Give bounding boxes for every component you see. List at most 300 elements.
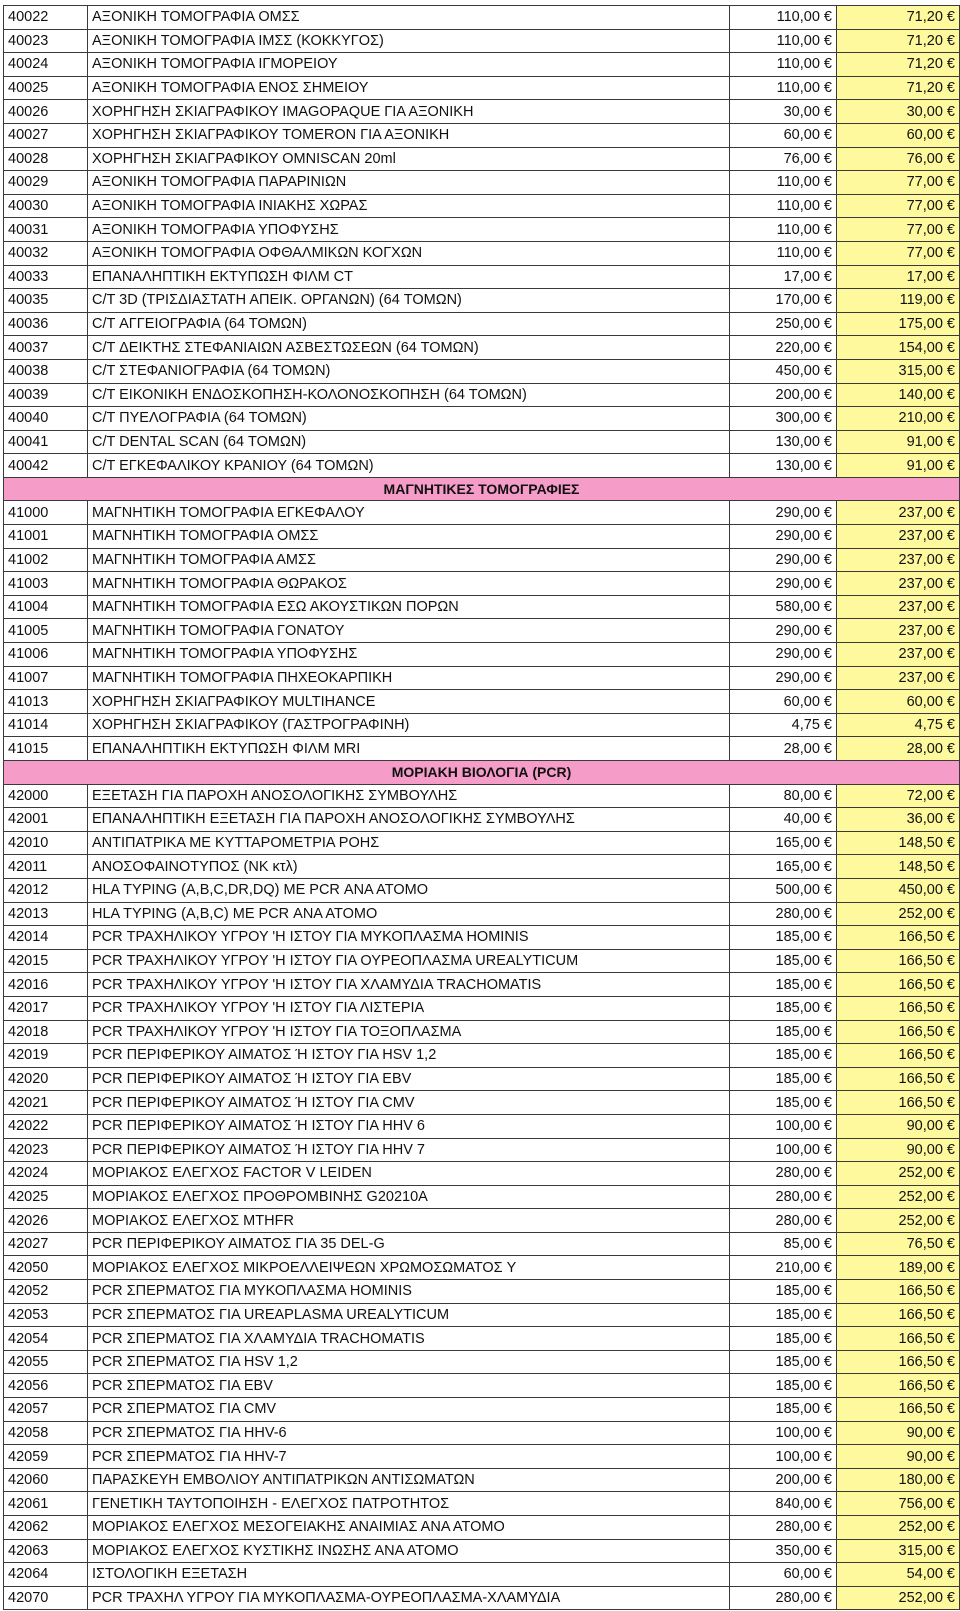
discount-price-cell: 237,00 € [837,525,960,549]
list-price-cell: 290,00 € [730,619,837,643]
table-row [4,1232,960,1256]
table-row [4,1563,960,1587]
exam-code-cell: 42052 [4,1280,88,1304]
exam-description-cell: C/T DENTAL SCAN (64 ΤΟΜΩΝ) [88,430,730,454]
list-price-cell: 80,00 € [730,784,837,808]
exam-code-cell: 42063 [4,1539,88,1563]
exam-code-cell: 42001 [4,808,88,832]
price-list-body [4,6,960,1610]
list-price-cell: 185,00 € [730,1067,837,1091]
discount-price-cell: 166,50 € [837,949,960,973]
discount-price-cell: 252,00 € [837,1162,960,1186]
list-price-cell: 110,00 € [730,29,837,53]
table-row [4,1374,960,1398]
exam-description-cell: C/T ΑΓΓΕΙΟΓΡΑΦΙΑ (64 ΤΟΜΩΝ) [88,312,730,336]
exam-code-cell: 42020 [4,1067,88,1091]
table-row [4,1185,960,1209]
exam-description-cell: PCR ΤΡΑΧΗΛΙΚΟΥ ΥΓΡΟΥ 'Η ΙΣΤΟΥ ΓΙΑ ΟΥΡΕΟΠΛΑΣΜΑ UREALYTICUM [88,949,730,973]
exam-code-cell: 42053 [4,1303,88,1327]
exam-description-cell: PCR ΤΡΑΧΗΛ ΥΓΡΟΥ ΓΙΑ ΜΥΚΟΠΛΑΣΜΑ-ΟΥΡΕΟΠΛΑΣΜΑ-ΧΛΑΜΥΔΙΑ [88,1586,730,1610]
discount-price-cell: 60,00 € [837,123,960,147]
exam-code-cell: 41000 [4,501,88,525]
list-price-cell: 110,00 € [730,76,837,100]
exam-description-cell: ΑΞΟΝΙΚΗ ΤΟΜΟΓΡΑΦΙΑ ΙΓΜΟΡΕΙΟΥ [88,53,730,77]
table-row [4,1044,960,1068]
discount-price-cell: 166,50 € [837,1327,960,1351]
discount-price-cell: 237,00 € [837,501,960,525]
list-price-cell: 840,00 € [730,1492,837,1516]
table-row [4,643,960,667]
exam-description-cell: ΕΞΕΤΑΣΗ ΓΙΑ ΠΑΡΟΧΗ ΑΝΟΣΟΛΟΓΙΚΗΣ ΣΥΜΒΟΥΛΗΣ [88,784,730,808]
table-row [4,1492,960,1516]
exam-code-cell: 42058 [4,1421,88,1445]
table-row [4,1586,960,1610]
exam-description-cell: ΑΞΟΝΙΚΗ ΤΟΜΟΓΡΑΦΙΑ ΙΝΙΑΚΗΣ ΧΩΡΑΣ [88,194,730,218]
discount-price-cell: 77,00 € [837,171,960,195]
exam-code-cell: 42018 [4,1020,88,1044]
discount-price-cell: 71,20 € [837,6,960,30]
exam-description-cell: ΑΝΟΣΟΦΑΙΝΟΤΥΠΟΣ (NK κτλ) [88,855,730,879]
discount-price-cell: 237,00 € [837,619,960,643]
exam-code-cell: 40025 [4,76,88,100]
exam-code-cell: 42016 [4,973,88,997]
list-price-cell: 280,00 € [730,1516,837,1540]
exam-description-cell: ΧΟΡΗΓΗΣΗ ΣΚΙΑΓΡΑΦΙΚΟΥ IMAGOPAQUE ΓΙΑ ΑΞΟΝΙΚΗ [88,100,730,124]
table-row [4,1091,960,1115]
exam-code-cell: 41002 [4,548,88,572]
table-row [4,241,960,265]
list-price-cell: 185,00 € [730,1020,837,1044]
discount-price-cell: 90,00 € [837,1421,960,1445]
discount-price-cell: 237,00 € [837,595,960,619]
exam-description-cell: PCR ΠΕΡΙΦΕΡΙΚΟΥ ΑΙΜΑΤΟΣ Ή ΙΣΤΟΥ ΓΙΑ HSV 1,2 [88,1044,730,1068]
exam-code-cell: 40039 [4,383,88,407]
list-price-cell: 210,00 € [730,1256,837,1280]
list-price-cell: 85,00 € [730,1232,837,1256]
list-price-cell: 185,00 € [730,949,837,973]
exam-description-cell: C/T ΣΤΕΦΑΝΙΟΓΡΑΦΙΑ (64 ΤΟΜΩΝ) [88,359,730,383]
table-row [4,100,960,124]
exam-description-cell: ΑΞΟΝΙΚΗ ΤΟΜΟΓΡΑΦΙΑ ΟΜΣΣ [88,6,730,30]
table-row [4,973,960,997]
list-price-cell: 130,00 € [730,430,837,454]
table-row [4,784,960,808]
exam-code-cell: 40030 [4,194,88,218]
list-price-cell: 110,00 € [730,6,837,30]
table-row [4,407,960,431]
exam-description-cell: HLA TYPING (A,B,C,DR,DQ) ΜΕ PCR ΑΝΑ ΑΤΟΜΟ [88,878,730,902]
discount-price-cell: 60,00 € [837,690,960,714]
discount-price-cell: 166,50 € [837,1091,960,1115]
list-price-cell: 76,00 € [730,147,837,171]
exam-code-cell: 42060 [4,1468,88,1492]
discount-price-cell: 30,00 € [837,100,960,124]
list-price-cell: 280,00 € [730,1209,837,1233]
list-price-cell: 185,00 € [730,1303,837,1327]
exam-description-cell: PCR ΣΠΕΡΜΑΤΟΣ ΓΙΑ ΧΛΑΜΥΔΙΑ TRACHOMATIS [88,1327,730,1351]
list-price-cell: 110,00 € [730,241,837,265]
exam-code-cell: 42019 [4,1044,88,1068]
list-price-cell: 185,00 € [730,1350,837,1374]
table-row [4,525,960,549]
exam-description-cell: PCR ΤΡΑΧΗΛΙΚΟΥ ΥΓΡΟΥ 'Η ΙΣΤΟΥ ΓΙΑ ΜΥΚΟΠΛΑΣΜΑ HOMINIS [88,926,730,950]
exam-description-cell: ΜΟΡΙΑΚΟΣ ΕΛΕΓΧΟΣ FACTOR V LEIDEN [88,1162,730,1186]
discount-price-cell: 72,00 € [837,784,960,808]
exam-code-cell: 42012 [4,878,88,902]
exam-code-cell: 41013 [4,690,88,714]
discount-price-cell: 252,00 € [837,1185,960,1209]
discount-price-cell: 76,50 € [837,1232,960,1256]
exam-description-cell: ΜΑΓΝΗΤΙΚΗ ΤΟΜΟΓΡΑΦΙΑ ΥΠΟΦΥΣΗΣ [88,643,730,667]
exam-description-cell: PCR ΣΠΕΡΜΑΤΟΣ ΓΙΑ ΜΥΚΟΠΛΑΣΜΑ HOMINIS [88,1280,730,1304]
exam-code-cell: 41001 [4,525,88,549]
exam-code-cell: 40026 [4,100,88,124]
exam-description-cell: ΑΞΟΝΙΚΗ ΤΟΜΟΓΡΑΦΙΑ ΥΠΟΦΥΣΗΣ [88,218,730,242]
discount-price-cell: 210,00 € [837,407,960,431]
exam-code-cell: 40022 [4,6,88,30]
list-price-cell: 280,00 € [730,1586,837,1610]
list-price-cell: 100,00 € [730,1445,837,1469]
list-price-cell: 300,00 € [730,407,837,431]
discount-price-cell: 237,00 € [837,666,960,690]
discount-price-cell: 189,00 € [837,1256,960,1280]
exam-code-cell: 42024 [4,1162,88,1186]
list-price-cell: 110,00 € [730,171,837,195]
list-price-cell: 17,00 € [730,265,837,289]
table-row [4,1162,960,1186]
discount-price-cell: 54,00 € [837,1563,960,1587]
list-price-cell: 165,00 € [730,831,837,855]
discount-price-cell: 237,00 € [837,643,960,667]
exam-description-cell: ΧΟΡΗΓΗΣΗ ΣΚΙΑΓΡΑΦΙΚΟΥ OMNISCAN 20ml [88,147,730,171]
exam-description-cell: PCR ΠΕΡΙΦΕΡΙΚΟΥ ΑΙΜΑΤΟΣ Ή ΙΣΤΟΥ ΓΙΑ HHV 6 [88,1114,730,1138]
table-row [4,6,960,30]
exam-code-cell: 40024 [4,53,88,77]
exam-description-cell: PCR ΣΠΕΡΜΑΤΟΣ ΓΙΑ HSV 1,2 [88,1350,730,1374]
list-price-cell: 185,00 € [730,1398,837,1422]
exam-code-cell: 42021 [4,1091,88,1115]
exam-description-cell: ΧΟΡΗΓΗΣΗ ΣΚΙΑΓΡΑΦΙΚΟΥ TOMERON ΓΙΑ ΑΞΟΝΙΚΗ [88,123,730,147]
discount-price-cell: 28,00 € [837,737,960,761]
discount-price-cell: 148,50 € [837,831,960,855]
discount-price-cell: 71,20 € [837,76,960,100]
exam-description-cell: PCR ΣΠΕΡΜΑΤΟΣ ΓΙΑ EBV [88,1374,730,1398]
exam-description-cell: ΑΞΟΝΙΚΗ ΤΟΜΟΓΡΑΦΙΑ ΙΜΣΣ (ΚΟΚΚΥΓΟΣ) [88,29,730,53]
table-row [4,619,960,643]
exam-code-cell: 42059 [4,1445,88,1469]
discount-price-cell: 36,00 € [837,808,960,832]
table-row [4,359,960,383]
list-price-cell: 290,00 € [730,666,837,690]
list-price-cell: 100,00 € [730,1421,837,1445]
list-price-cell: 30,00 € [730,100,837,124]
discount-price-cell: 71,20 € [837,29,960,53]
exam-description-cell: ΜΟΡΙΑΚΟΣ ΕΛΕΓΧΟΣ ΠΡΟΘΡΟΜΒΙΝΗΣ G20210A [88,1185,730,1209]
exam-code-cell: 42023 [4,1138,88,1162]
list-price-cell: 165,00 € [730,855,837,879]
exam-description-cell: C/T ΔΕΙΚΤΗΣ ΣΤΕΦΑΝΙΑΙΩΝ ΑΣΒΕΣΤΩΣΕΩΝ (64 ΤΟΜΩΝ) [88,336,730,360]
section-title: ΜΑΓΝΗΤΙΚΕΣ ΤΟΜΟΓΡΑΦΙΕΣ [4,477,960,501]
list-price-cell: 185,00 € [730,1044,837,1068]
list-price-cell: 130,00 € [730,454,837,478]
table-row [4,1256,960,1280]
exam-code-cell: 42025 [4,1185,88,1209]
table-row [4,454,960,478]
table-row [4,1445,960,1469]
exam-code-cell: 42062 [4,1516,88,1540]
discount-price-cell: 450,00 € [837,878,960,902]
discount-price-cell: 4,75 € [837,713,960,737]
list-price-cell: 200,00 € [730,383,837,407]
list-price-cell: 185,00 € [730,926,837,950]
table-row [4,501,960,525]
exam-code-cell: 42017 [4,996,88,1020]
discount-price-cell: 166,50 € [837,996,960,1020]
list-price-cell: 185,00 € [730,1280,837,1304]
discount-price-cell: 252,00 € [837,1516,960,1540]
exam-code-cell: 42026 [4,1209,88,1233]
discount-price-cell: 91,00 € [837,430,960,454]
list-price-cell: 350,00 € [730,1539,837,1563]
discount-price-cell: 17,00 € [837,265,960,289]
table-row [4,336,960,360]
table-row [4,1350,960,1374]
exam-description-cell: PCR ΤΡΑΧΗΛΙΚΟΥ ΥΓΡΟΥ 'Η ΙΣΤΟΥ ΓΙΑ ΤΟΞΟΠΛΑΣΜΑ [88,1020,730,1044]
exam-description-cell: PCR ΣΠΕΡΜΑΤΟΣ ΓΙΑ HHV-7 [88,1445,730,1469]
list-price-cell: 290,00 € [730,643,837,667]
discount-price-cell: 140,00 € [837,383,960,407]
section-header-row [4,477,960,501]
exam-description-cell: PCR ΠΕΡΙΦΕΡΙΚΟΥ ΑΙΜΑΤΟΣ Ή ΙΣΤΟΥ ΓΙΑ CMV [88,1091,730,1115]
list-price-cell: 4,75 € [730,713,837,737]
exam-code-cell: 42050 [4,1256,88,1280]
exam-code-cell: 40041 [4,430,88,454]
exam-code-cell: 42000 [4,784,88,808]
table-row [4,878,960,902]
table-row [4,737,960,761]
exam-description-cell: ΕΠΑΝΑΛΗΠΤΙΚΗ ΕΚΤΥΠΩΣΗ ΦΙΛΜ CT [88,265,730,289]
exam-code-cell: 42055 [4,1350,88,1374]
exam-description-cell: PCR ΠΕΡΙΦΕΡΙΚΟΥ ΑΙΜΑΤΟΣ Ή ΙΣΤΟΥ ΓΙΑ EBV [88,1067,730,1091]
list-price-cell: 280,00 € [730,902,837,926]
list-price-cell: 110,00 € [730,218,837,242]
table-row [4,265,960,289]
exam-code-cell: 40023 [4,29,88,53]
discount-price-cell: 315,00 € [837,359,960,383]
discount-price-cell: 175,00 € [837,312,960,336]
exam-description-cell: ΑΞΟΝΙΚΗ ΤΟΜΟΓΡΑΦΙΑ ΠΑΡΑΡΙΝΙΩΝ [88,171,730,195]
exam-code-cell: 41007 [4,666,88,690]
discount-price-cell: 90,00 € [837,1114,960,1138]
list-price-cell: 185,00 € [730,973,837,997]
table-row [4,76,960,100]
exam-description-cell: ΧΟΡΗΓΗΣΗ ΣΚΙΑΓΡΑΦΙΚΟΥ MULTIHANCE [88,690,730,714]
exam-code-cell: 42056 [4,1374,88,1398]
table-row [4,123,960,147]
table-row [4,1398,960,1422]
list-price-cell: 200,00 € [730,1468,837,1492]
list-price-cell: 290,00 € [730,525,837,549]
section-header-row [4,761,960,785]
table-row [4,1539,960,1563]
list-price-cell: 60,00 € [730,690,837,714]
list-price-cell: 500,00 € [730,878,837,902]
list-price-cell: 100,00 € [730,1138,837,1162]
exam-code-cell: 40035 [4,289,88,313]
list-price-cell: 280,00 € [730,1162,837,1186]
discount-price-cell: 77,00 € [837,241,960,265]
discount-price-cell: 315,00 € [837,1539,960,1563]
table-row [4,312,960,336]
exam-description-cell: PCR ΣΠΕΡΜΑΤΟΣ ΓΙΑ CMV [88,1398,730,1422]
exam-code-cell: 42015 [4,949,88,973]
exam-description-cell: ΧΟΡΗΓΗΣΗ ΣΚΙΑΓΡΑΦΙΚΟΥ (ΓΑΣΤΡΟΓΡΑΦΙΝΗ) [88,713,730,737]
table-row [4,53,960,77]
exam-code-cell: 41015 [4,737,88,761]
discount-price-cell: 148,50 € [837,855,960,879]
discount-price-cell: 252,00 € [837,1209,960,1233]
list-price-cell: 185,00 € [730,1327,837,1351]
section-title: ΜΟΡΙΑΚΗ ΒΙΟΛΟΓΙΑ (PCR) [4,761,960,785]
exam-description-cell: C/T ΕΓΚΕΦΑΛΙΚΟΥ ΚΡΑΝΙΟΥ (64 ΤΟΜΩΝ) [88,454,730,478]
table-row [4,1303,960,1327]
exam-code-cell: 40031 [4,218,88,242]
discount-price-cell: 166,50 € [837,1374,960,1398]
exam-description-cell: ΜΑΓΝΗΤΙΚΗ ΤΟΜΟΓΡΑΦΙΑ ΕΓΚΕΦΑΛΟΥ [88,501,730,525]
exam-description-cell: ΑΞΟΝΙΚΗ ΤΟΜΟΓΡΑΦΙΑ ΕΝΟΣ ΣΗΜΕΙΟΥ [88,76,730,100]
exam-code-cell: 40027 [4,123,88,147]
table-row [4,1516,960,1540]
exam-code-cell: 40037 [4,336,88,360]
discount-price-cell: 166,50 € [837,1303,960,1327]
exam-description-cell: ΜΑΓΝΗΤΙΚΗ ΤΟΜΟΓΡΑΦΙΑ ΓΟΝΑΤΟΥ [88,619,730,643]
exam-code-cell: 42070 [4,1586,88,1610]
list-price-cell: 110,00 € [730,53,837,77]
exam-code-cell: 41004 [4,595,88,619]
table-row [4,902,960,926]
discount-price-cell: 154,00 € [837,336,960,360]
table-row [4,194,960,218]
discount-price-cell: 166,50 € [837,926,960,950]
discount-price-cell: 77,00 € [837,194,960,218]
exam-code-cell: 40029 [4,171,88,195]
discount-price-cell: 90,00 € [837,1445,960,1469]
exam-code-cell: 42057 [4,1398,88,1422]
discount-price-cell: 166,50 € [837,1044,960,1068]
list-price-cell: 290,00 € [730,572,837,596]
exam-description-cell: ΕΠΑΝΑΛΗΠΤΙΚΗ ΕΞΕΤΑΣΗ ΓΙΑ ΠΑΡΟΧΗ ΑΝΟΣΟΛΟΓΙΚΗΣ ΣΥΜΒΟΥΛΗΣ [88,808,730,832]
discount-price-cell: 166,50 € [837,1067,960,1091]
table-row [4,1020,960,1044]
exam-description-cell: PCR ΣΠΕΡΜΑΤΟΣ ΓΙΑ UREAPLASMA UREALYTICUM [88,1303,730,1327]
exam-description-cell: PCR ΣΠΕΡΜΑΤΟΣ ΓΙΑ HHV-6 [88,1421,730,1445]
exam-code-cell: 42022 [4,1114,88,1138]
exam-description-cell: ΜΑΓΝΗΤΙΚΗ ΤΟΜΟΓΡΑΦΙΑ ΟΜΣΣ [88,525,730,549]
discount-price-cell: 237,00 € [837,572,960,596]
exam-description-cell: ΜΟΡΙΑΚΟΣ ΕΛΕΓΧΟΣ ΚΥΣΤΙΚΗΣ ΙΝΩΣΗΣ ΑΝΑ ΑΤΟΜΟ [88,1539,730,1563]
table-row [4,1280,960,1304]
list-price-cell: 40,00 € [730,808,837,832]
exam-description-cell: ΑΞΟΝΙΚΗ ΤΟΜΟΓΡΑΦΙΑ ΟΦΘΑΛΜΙΚΩΝ ΚΟΓΧΩΝ [88,241,730,265]
exam-description-cell: ΜΟΡΙΑΚΟΣ ΕΛΕΓΧΟΣ ΜΕΣΟΓΕΙΑΚΗΣ ΑΝΑΙΜΙΑΣ ΑΝΑ ΑΤΟΜΟ [88,1516,730,1540]
discount-price-cell: 90,00 € [837,1138,960,1162]
exam-description-cell: PCR ΤΡΑΧΗΛΙΚΟΥ ΥΓΡΟΥ 'Η ΙΣΤΟΥ ΓΙΑ ΛΙΣΤΕΡΙΑ [88,996,730,1020]
table-row [4,1114,960,1138]
table-row [4,666,960,690]
exam-description-cell: ΓΕΝΕΤΙΚΗ ΤΑΥΤΟΠΟΙΗΣΗ - ΕΛΕΓΧΟΣ ΠΑΤΡΟΤΗΤΟΣ [88,1492,730,1516]
exam-description-cell: ΜΟΡΙΑΚΟΣ ΕΛΕΓΧΟΣ ΜΙΚΡΟΕΛΛΕΙΨΕΩΝ ΧΡΩΜΟΣΩΜΑΤΟΣ Y [88,1256,730,1280]
exam-code-cell: 42010 [4,831,88,855]
table-row [4,430,960,454]
exam-code-cell: 40038 [4,359,88,383]
list-price-cell: 290,00 € [730,501,837,525]
table-row [4,218,960,242]
exam-description-cell: HLA TYPING (A,B,C) ΜΕ PCR ΑΝΑ ΑΤΟΜΟ [88,902,730,926]
list-price-cell: 110,00 € [730,194,837,218]
table-row [4,595,960,619]
exam-description-cell: C/T 3D (ΤΡΙΣΔΙΑΣΤΑΤΗ ΑΠΕΙΚ. ΟΡΓΑΝΩΝ) (64 ΤΟΜΩΝ) [88,289,730,313]
exam-code-cell: 40033 [4,265,88,289]
table-row [4,926,960,950]
list-price-cell: 170,00 € [730,289,837,313]
table-row [4,1209,960,1233]
discount-price-cell: 180,00 € [837,1468,960,1492]
exam-code-cell: 41006 [4,643,88,667]
exam-description-cell: ΠΑΡΑΣΚΕΥΗ ΕΜΒΟΛΙΟΥ ΑΝΤΙΠΑΤΡΙΚΩΝ ΑΝΤΙΣΩΜΑΤΩΝ [88,1468,730,1492]
list-price-cell: 220,00 € [730,336,837,360]
exam-description-cell: ΜΑΓΝΗΤΙΚΗ ΤΟΜΟΓΡΑΦΙΑ ΘΩΡΑΚΟΣ [88,572,730,596]
table-row [4,808,960,832]
table-row [4,548,960,572]
discount-price-cell: 237,00 € [837,548,960,572]
discount-price-cell: 91,00 € [837,454,960,478]
discount-price-cell: 252,00 € [837,1586,960,1610]
discount-price-cell: 76,00 € [837,147,960,171]
exam-description-cell: PCR ΠΕΡΙΦΕΡΙΚΟΥ ΑΙΜΑΤΟΣ Ή ΙΣΤΟΥ ΓΙΑ HHV 7 [88,1138,730,1162]
exam-description-cell: ΜΟΡΙΑΚΟΣ ΕΛΕΓΧΟΣ MTHFR [88,1209,730,1233]
exam-code-cell: 42061 [4,1492,88,1516]
table-row [4,1067,960,1091]
table-row [4,29,960,53]
list-price-cell: 60,00 € [730,123,837,147]
table-row [4,171,960,195]
exam-code-cell: 41005 [4,619,88,643]
table-row [4,572,960,596]
exam-code-cell: 42064 [4,1563,88,1587]
exam-code-cell: 41003 [4,572,88,596]
table-row [4,1138,960,1162]
exam-code-cell: 40036 [4,312,88,336]
discount-price-cell: 119,00 € [837,289,960,313]
table-row [4,289,960,313]
list-price-cell: 185,00 € [730,1374,837,1398]
exam-code-cell: 40028 [4,147,88,171]
discount-price-cell: 166,50 € [837,1398,960,1422]
exam-code-cell: 42013 [4,902,88,926]
exam-description-cell: PCR ΤΡΑΧΗΛΙΚΟΥ ΥΓΡΟΥ 'Η ΙΣΤΟΥ ΓΙΑ ΧΛΑΜΥΔΙΑ TRACHOMATIS [88,973,730,997]
exam-description-cell: ΜΑΓΝΗΤΙΚΗ ΤΟΜΟΓΡΑΦΙΑ ΠΗΧΕΟΚΑΡΠΙΚΗ [88,666,730,690]
discount-price-cell: 166,50 € [837,1350,960,1374]
list-price-cell: 28,00 € [730,737,837,761]
table-row [4,1468,960,1492]
table-row [4,855,960,879]
list-price-cell: 450,00 € [730,359,837,383]
discount-price-cell: 166,50 € [837,1280,960,1304]
exam-code-cell: 42014 [4,926,88,950]
table-row [4,831,960,855]
exam-code-cell: 42027 [4,1232,88,1256]
table-row [4,383,960,407]
